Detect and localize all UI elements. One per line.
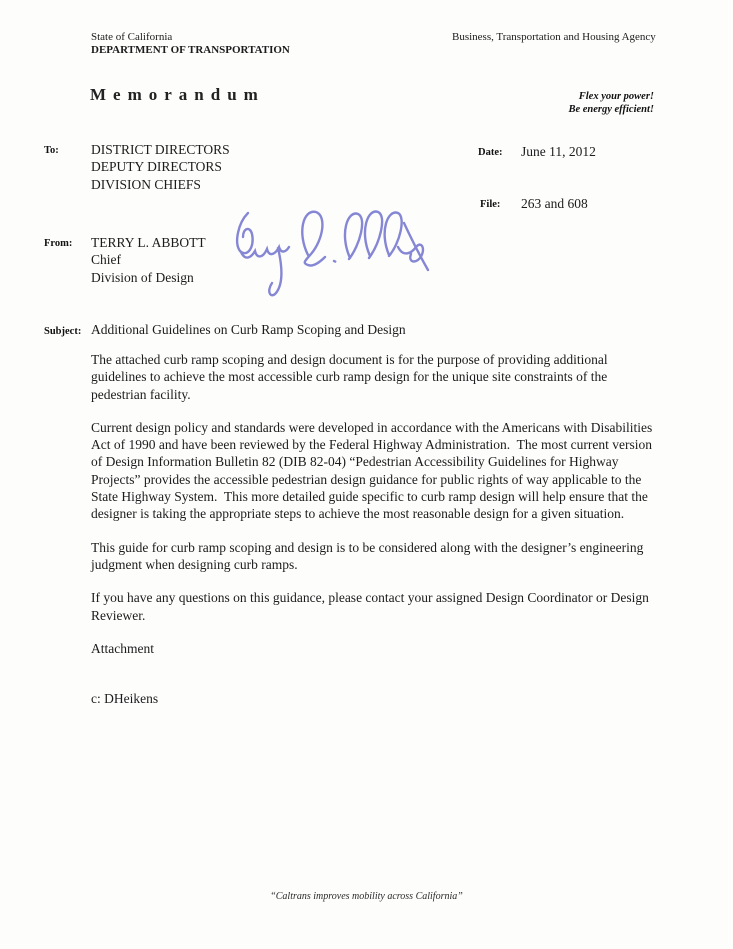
agency-line: Business, Transportation and Housing Agency <box>452 31 656 43</box>
from-lines <box>91 234 206 286</box>
from-line-title: Chief <box>91 252 121 268</box>
memo-body <box>91 351 659 723</box>
memo-title: Memorandum <box>90 85 265 104</box>
subject-label: Subject: <box>44 326 82 337</box>
file-value: 263 and 608 <box>521 196 588 211</box>
department-heading <box>91 31 290 57</box>
body-paragraph-1: The attached curb ramp scoping and design document is for the purpose of providing additional guidelines to achieve the most accessible curb ramp design for the unique site constraints of the pedestrian facility. <box>91 352 611 402</box>
from-label: From: <box>44 238 73 249</box>
body-paragraph-4: If you have any questions on this guidance, please contact your assigned Design Coordinator or Design Reviewer. <box>91 590 653 623</box>
to-line-3: DIVISION CHIEFS <box>91 176 201 192</box>
from-line-name: TERRY L. ABBOTT <box>91 235 206 250</box>
department-line: DEPARTMENT OF TRANSPORTATION <box>91 44 290 56</box>
subject-value: Additional Guidelines on Curb Ramp Scoping and Design <box>91 322 406 337</box>
slogan-line-2: Be energy efficient! <box>568 104 654 115</box>
slogan-line-1: Flex your power! <box>578 91 654 102</box>
signature-image <box>228 203 433 303</box>
footer-quote: “Caltrans improves mobility across California” <box>270 891 463 902</box>
cc-line: c: DHeikens <box>91 691 159 707</box>
date-value: June 11, 2012 <box>521 144 596 159</box>
date-label: Date: <box>478 147 503 158</box>
to-line-2: DEPUTY DIRECTORS <box>91 159 222 175</box>
to-recipients <box>91 141 230 193</box>
body-paragraph-2: Current design policy and standards were developed in accordance with the Americans with Disabilities Act of 1990 and have been reviewed by the Federal Highway Administration. The most current version of Design Information Bulletin 82 (DIB 82-04) “Pedestrian Accessibility Guidelines for Highway Projects” provides the accessible pedestrian design guidance for public rights of way applicable to the State Highway System. This more detailed guide specific to curb ramp design will help ensure that the designer is taking the appropriate steps to achieve the most reasonable design for a given situation. <box>91 419 656 522</box>
body-paragraph-3: This guide for curb ramp scoping and design is to be considered along with the designer’s engineering judgment when designing curb ramps. <box>91 539 647 572</box>
to-line-1: DISTRICT DIRECTORS <box>91 142 230 157</box>
attachment-line: Attachment <box>91 640 154 656</box>
from-line-division: Division of Design <box>91 269 194 285</box>
energy-slogan <box>568 90 654 116</box>
file-label: File: <box>480 199 501 210</box>
state-line: State of California <box>91 31 173 43</box>
to-label: To: <box>44 145 59 156</box>
